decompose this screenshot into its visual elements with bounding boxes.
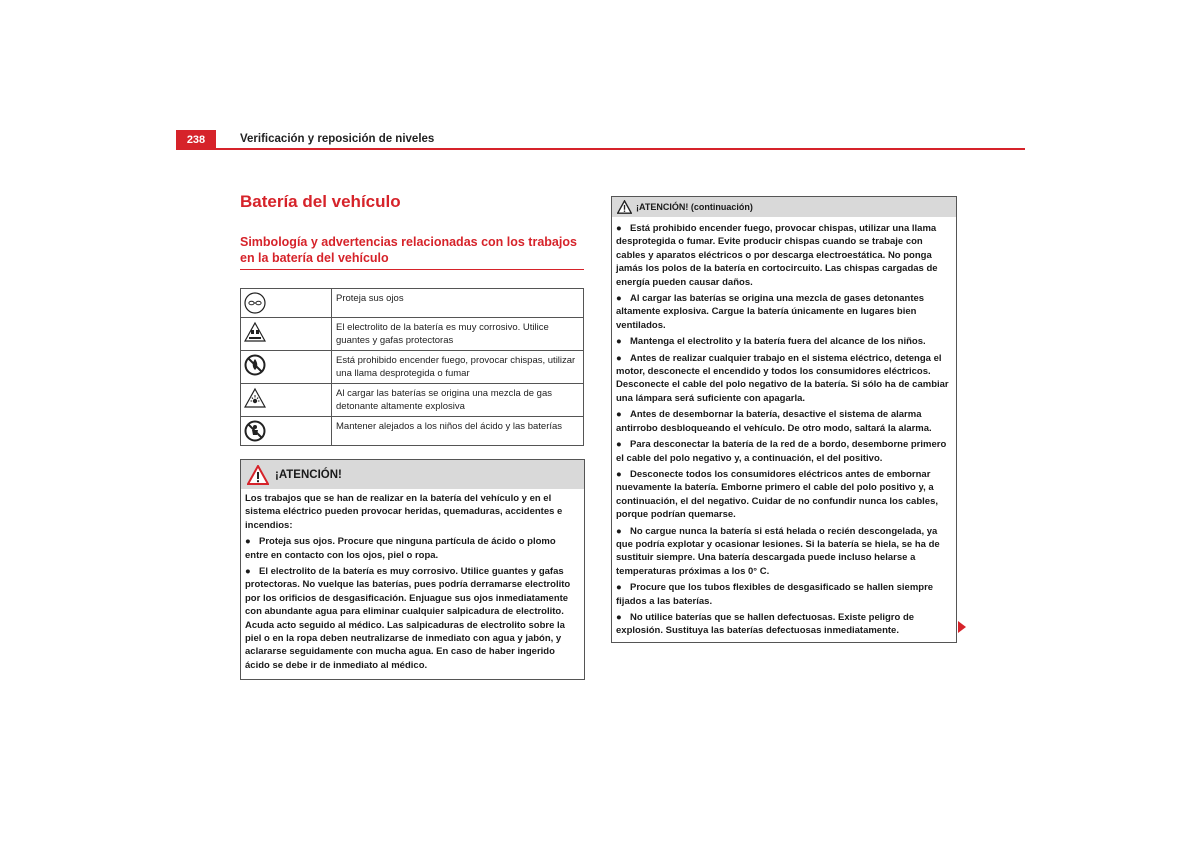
- symbols-table: [240, 288, 584, 446]
- header-divider: [176, 148, 1025, 150]
- list-item: ● No utilice baterías que se hallen defectuosas. Existe peligro de explosión. Sustituya las baterías defectuosas inmediatamente.: [616, 611, 915, 637]
- page-number: 238: [176, 130, 216, 150]
- table-row: [241, 384, 584, 417]
- warning-box-continued: [611, 196, 957, 643]
- eye-protection-icon: [244, 292, 266, 314]
- warning-body: [612, 217, 956, 642]
- keep-children-away-icon: [244, 420, 266, 442]
- list-item: ● Antes de realizar cualquier trabajo en el sistema eléctrico, detenga el motor, desconecte el encendido y todos los consumidores eléctricos. Desconecte el cable del polo negativo de la batería. Si sólo ha de cambiar una lámpara será suficiente con apagarla.: [616, 352, 949, 404]
- list-item: ● Procure que los tubos flexibles de desgasificado se hallen siempre fijados a las baterías.: [616, 582, 934, 607]
- list-item: ● Mantenga el electrolito y la batería fuera del alcance de los niños.: [616, 336, 926, 348]
- section-subtitle: Simbología y advertencias relacionadas con los trabajos en la batería del vehículo: [240, 234, 584, 270]
- continue-arrow-icon: [958, 621, 966, 633]
- symbol-text: Al cargar las baterías se origina una mezcla de gas detonante altamente explosiva: [332, 384, 584, 417]
- corrosive-icon: [244, 321, 266, 343]
- table-row: [241, 318, 584, 351]
- list-item: ● No cargue nunca la batería si está helada o recién descongelada, ya que podría explotar y ocasionar lesiones. Si la batería se hiela, se ha de sustituir siempre. Una batería descargada puede incluso helarse a temperaturas próximas a los 0° C.: [616, 525, 940, 577]
- symbol-text: El electrolito de la batería es muy corrosivo. Utilice guantes y gafas protectoras: [332, 318, 584, 351]
- warning-header: [612, 197, 956, 217]
- warning-triangle-icon: [247, 465, 269, 485]
- warning-triangle-icon: [617, 200, 632, 214]
- list-item: ● Para desconectar la batería de la red de a bordo, desemborne primero el cable del polo negativo y, a continuación, el del positivo.: [616, 439, 947, 464]
- symbol-text: Está prohibido encender fuego, provocar chispas, utilizar una llama desprotegida o fumar: [332, 351, 584, 384]
- warning-intro: Los trabajos que se han de realizar en la batería del vehículo y en el sistema eléctrico pueden provocar heridas, quemaduras, accidentes e incendios:: [245, 493, 563, 531]
- warning-title: ¡ATENCIÓN!: [275, 468, 342, 481]
- list-item: ● Antes de desembornar la batería, desactive el sistema de alarma antirrobo desbloqueando el vehículo. De otro modo, saltará la alarma.: [616, 409, 932, 434]
- warning-title: ¡ATENCIÓN! (continuación): [636, 202, 753, 212]
- header-title: Verificación y reposición de niveles: [240, 133, 435, 145]
- list-item: ● Está prohibido encender fuego, provocar chispas, utilizar una llama desprotegida o fumar. Evite producir chispas cuando se trabaje con cables y aparatos eléctricos o por descarga electroestática. No ponga jamás los polos de la batería en cortocircuito. Las chispas cargadas de energía pueden causar daños.: [616, 223, 938, 288]
- warning-header: [241, 460, 584, 489]
- list-item: ● Al cargar las baterías se origina una mezcla de gases detonantes altamente explosiva. Cargue la batería únicamente en lugares bien ventilados.: [616, 293, 925, 331]
- table-row: [241, 289, 584, 318]
- warning-box: [240, 459, 585, 680]
- no-fire-icon: [244, 354, 266, 376]
- list-item: ● El electrolito de la batería es muy corrosivo. Utilice guantes y gafas protectoras. No vuelque las baterías, pues podría derramarse electrolito por los orificios de desgasificación. Enjuague sus ojos inmediatamente con abundante agua para eliminar cualquier salpicadura de electrolito. Acuda acto seguido al médico. Las salpicaduras de electrolito sobre la piel o en la ropa deben neutralizarse de inmediato con agua y jabón, y aclararse seguidamente con mucha agua. En caso de haber ingerido ácido se debe ir de inmediato al médico.: [245, 566, 571, 671]
- section-title: Batería del vehículo: [240, 192, 401, 211]
- table-row: [241, 417, 584, 446]
- symbol-text: Proteja sus ojos: [332, 289, 584, 318]
- warning-body: [241, 489, 584, 679]
- list-item: ● Proteja sus ojos. Procure que ninguna partícula de ácido o plomo entre en contacto con los ojos, piel o ropa.: [245, 536, 556, 561]
- explosive-gas-icon: [244, 387, 266, 409]
- list-item: ● Desconecte todos los consumidores eléctricos antes de embornar nuevamente la batería. Emborne primero el cable del polo positivo y, a continuación, el del negativo. Cuidar de no confundir nunca los cables, porque podrían quemarse.: [616, 468, 938, 521]
- table-row: [241, 351, 584, 384]
- symbol-text: Mantener alejados a los niños del ácido y las baterías: [332, 417, 584, 446]
